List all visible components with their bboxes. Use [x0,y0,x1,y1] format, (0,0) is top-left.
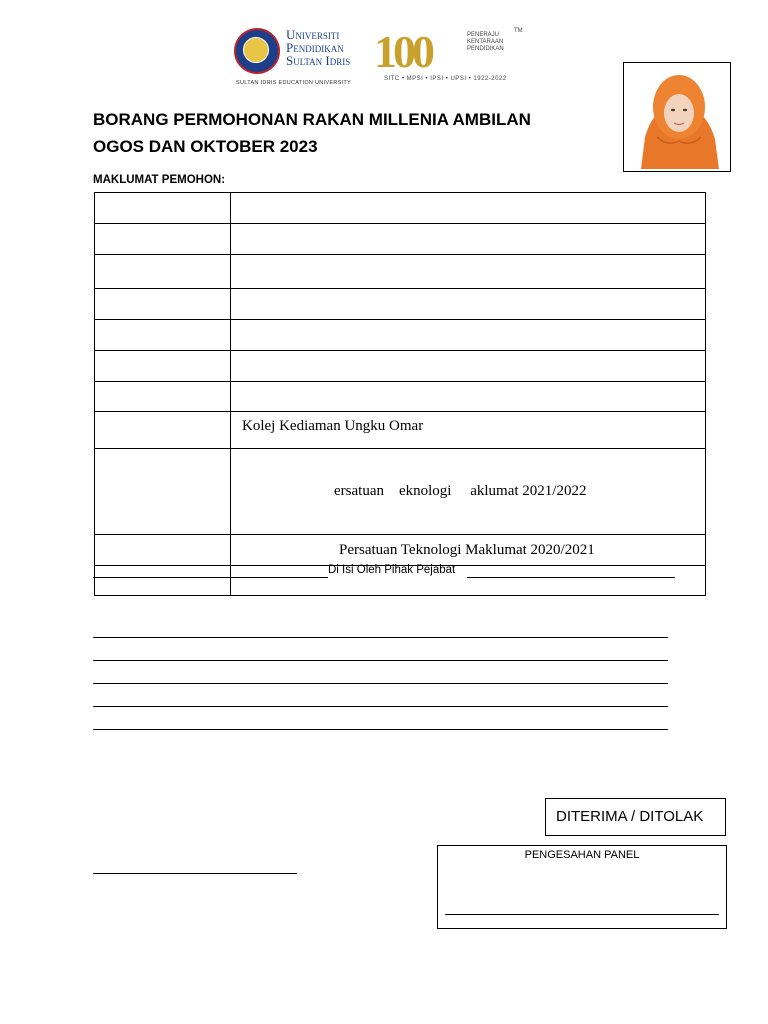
panel-approval-box [437,845,727,929]
table-row [95,351,706,382]
row-value-cell[interactable] [231,289,706,320]
office-use-label: Di Isi Oleh Pihak Pejabat [328,564,456,576]
form-title [93,106,531,160]
trademark-mark: TM [514,28,523,34]
upsi-wordmark: Universiti Pendidikan Sultan Idris [286,27,351,68]
panel-approval-label: PENGESAHAN PANEL [524,849,640,861]
section-label: MAKLUMAT PEMOHON: [93,174,226,186]
row-label-cell[interactable] [95,320,231,351]
row-label-cell[interactable] [95,535,231,566]
association-value-2: Persatuan Teknologi Maklumat 2020/2021 [339,541,595,558]
divider-right-line [467,577,675,578]
row-value-cell[interactable] [231,351,706,382]
upsi-seal-icon [234,28,280,74]
centenary-number: 100 [374,26,431,77]
row-value-cell[interactable] [231,224,706,255]
applicant-info-table [94,192,706,596]
table-row [95,320,706,351]
row-value-cell[interactable] [231,535,706,566]
row-value-cell[interactable] [231,193,706,224]
row-value-cell[interactable] [231,382,706,412]
row-label-cell[interactable] [95,382,231,412]
office-note-line[interactable] [93,637,668,638]
row-label-cell[interactable] [95,412,231,449]
table-row [95,412,706,449]
row-label-cell[interactable] [95,351,231,382]
table-row [95,224,706,255]
status-box[interactable]: DITERIMA / DITOLAK [545,798,726,836]
row-value-cell[interactable] [231,255,706,289]
applicant-photo [637,67,721,169]
applicant-photo-frame [623,62,731,172]
centenary-tagline: PENERAJU KENTARAAN PENDIDIKAN [467,32,504,52]
row-label-cell[interactable] [95,255,231,289]
table-row [95,193,706,224]
table-row [95,289,706,320]
row-value-cell[interactable] [231,449,706,535]
office-use-divider [93,564,675,580]
office-note-line[interactable] [93,706,668,707]
table-row [95,449,706,535]
row-value-cell[interactable] [231,320,706,351]
divider-left-line [93,577,328,578]
residence-value: Kolej Kediaman Ungku Omar [242,418,424,434]
form-title-line-1: BORANG PERMOHONAN RAKAN MILLENIA AMBILAN [93,110,531,129]
office-note-line[interactable] [93,683,668,684]
row-value-cell[interactable] [231,412,706,449]
table-row [95,382,706,412]
table-row [95,535,706,566]
centenary-logo [374,28,522,88]
upsi-logo [234,28,362,88]
panel-signature-line[interactable] [445,914,719,915]
centenary-years: SITC • MPSI • IPSI • UPSI • 1922-2022 [384,76,507,82]
row-label-cell[interactable] [95,449,231,535]
form-title-line-2: OGOS DAN OKTOBER 2023 [93,137,318,156]
association-value-1: ersatuan eknologi aklumat 2021/2022 [334,483,587,499]
office-note-line[interactable] [93,729,668,730]
row-label-cell[interactable] [95,224,231,255]
row-label-cell[interactable] [95,193,231,224]
applicant-portrait-icon [637,67,721,169]
row-label-cell[interactable] [95,289,231,320]
upsi-tagline: SULTAN IDRIS EDUCATION UNIVERSITY [236,80,352,86]
signature-line[interactable] [93,873,297,874]
office-note-line[interactable] [93,660,668,661]
table-row [95,255,706,289]
